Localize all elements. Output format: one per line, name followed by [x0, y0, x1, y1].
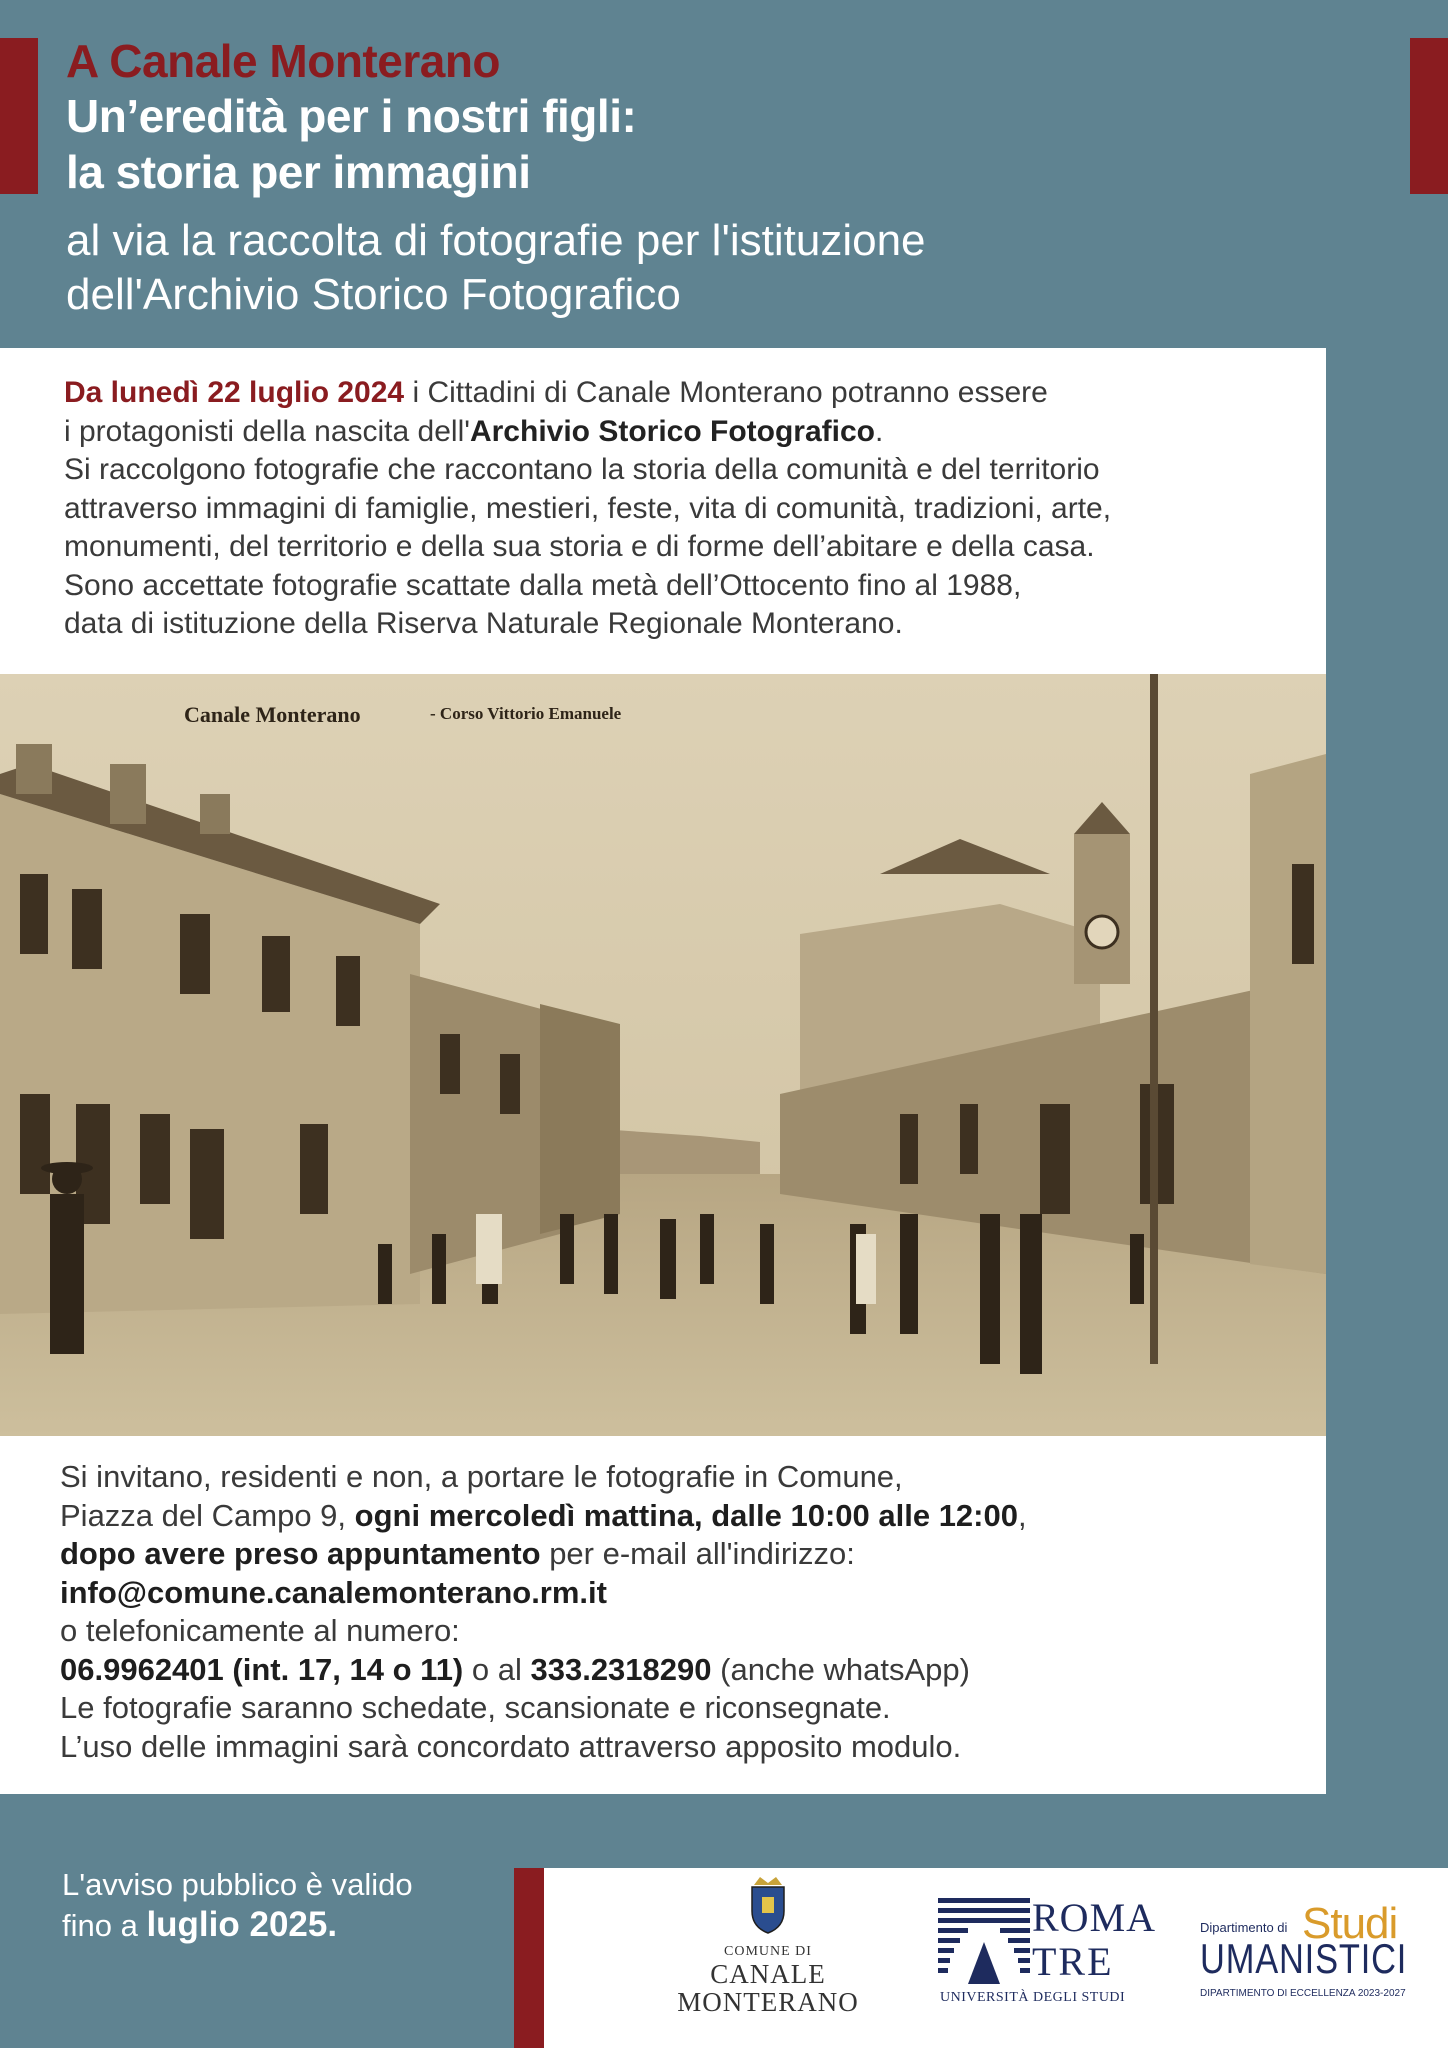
info-line-5: o telefonicamente al numero:: [60, 1613, 460, 1648]
photo-telegraph-pole: [1150, 674, 1158, 1364]
start-date: Da lunedì 22 luglio 2024: [64, 376, 405, 409]
town-heading: A Canale Monterano: [66, 35, 501, 87]
photo-window: [960, 1104, 978, 1174]
contact-email[interactable]: info@comune.canalemonterano.rm.it: [60, 1574, 607, 1610]
photo-caption-street: - Corso Vittorio Emanuele: [430, 704, 622, 723]
intro-line-4: attraverso immagini di famiglie, mestieri, feste, vita di comunità, tradizioni, arte,: [64, 491, 1112, 525]
title-line-1: Un’eredità per i nostri figli:: [66, 90, 637, 142]
photo-person: [760, 1224, 774, 1304]
photo-clock: [1086, 916, 1118, 948]
roma-tre-label-3: UNIVERSITÀ DEGLI STUDI: [940, 1990, 1126, 2005]
photo-window: [140, 1114, 170, 1204]
info-address: Piazza del Campo 9,: [60, 1497, 355, 1533]
info-line-3: [60, 1535, 1286, 1574]
photo-door: [190, 1129, 224, 1239]
photo-person-hat: [41, 1162, 93, 1174]
title-line-2: la storia per immagini: [66, 146, 531, 198]
photo-person: [560, 1214, 574, 1284]
photo-person: [660, 1219, 676, 1299]
intro-line-1-rest: i Cittadini di Canale Monterano potranno essere: [404, 376, 1048, 409]
info-line-2: [60, 1497, 1286, 1536]
photo-person: [980, 1214, 1000, 1364]
accent-bar-right: [1410, 38, 1448, 194]
photo-person: [1020, 1214, 1042, 1374]
photo-window: [300, 1124, 328, 1214]
comune-label-2: CANALE: [710, 1959, 826, 1989]
instructions-box: [0, 1436, 1326, 1794]
photo-window: [180, 914, 210, 994]
photo-door: [1040, 1104, 1070, 1214]
info-line-6: [60, 1651, 1286, 1690]
photo-window: [20, 874, 48, 954]
contact-phone-1[interactable]: 06.9962401 (int. 17, 14 o 11): [60, 1651, 464, 1687]
photo-chimney-3: [200, 794, 230, 834]
validity-notice: [62, 1865, 413, 1946]
intro-line-7: data di istituzione della Riserva Naturale Regionale Monterano.: [64, 607, 903, 640]
info-phone-mid: o al: [463, 1651, 531, 1687]
validity-line-2: [62, 1905, 413, 1946]
comune-label-1: COMUNE DI: [724, 1944, 812, 1959]
photo-person: [378, 1244, 392, 1304]
photo-person-light-dress: [476, 1214, 502, 1284]
dip-label-2: Studi: [1302, 1899, 1398, 1948]
roma-tre-arch-icon: [938, 1898, 1030, 1988]
photo-person: [900, 1214, 918, 1334]
intro-text-box: [0, 348, 1326, 674]
intro-line-5: monumenti, del territorio e della sua storia e di forme dell’abitare e della casa.: [64, 530, 1095, 563]
dip-label-3: UMANISTICI: [1200, 1935, 1408, 1982]
info-line-7: Le fotografie saranno schedate, scansionate e riconsegnate.: [60, 1690, 891, 1725]
intro-line-2-post: .: [875, 414, 884, 448]
photo-chimney-2: [110, 764, 146, 824]
subtitle: [66, 214, 1366, 322]
roma-tre-logo: [938, 1895, 1157, 2010]
dipartimento-logo: [1196, 1900, 1426, 2020]
intro-line-2-pre: i protagonisti della nascita dell': [64, 414, 470, 448]
roma-tre-label-1: ROMA: [1032, 1895, 1157, 1940]
header: [66, 34, 1366, 322]
info-phone-post: (anche whatsApp): [711, 1651, 970, 1687]
info-schedule: ogni mercoledì mattina, dalle 10:00 alle 12:00: [354, 1497, 1018, 1533]
accent-bar-left: [0, 38, 38, 194]
photo-person: [604, 1214, 618, 1294]
intro-line-1: [64, 374, 1286, 413]
photo-window: [20, 1094, 50, 1194]
photo-window: [262, 936, 290, 1012]
info-line-3-rest: per e-mail all'indirizzo:: [540, 1536, 855, 1571]
contact-phone-2[interactable]: 333.2318290: [530, 1651, 712, 1687]
photo-chimney-1: [16, 744, 52, 794]
validity-line-2-pre: fino a: [62, 1908, 147, 1943]
photo-person-light-dress: [856, 1234, 876, 1304]
intro-line-3: Si raccolgono fotografie che raccontano la storia della comunità e del territorio: [64, 453, 1100, 486]
comune-logo: [668, 1875, 868, 2045]
subtitle-line-2: dell'Archivio Storico Fotografico: [66, 270, 681, 319]
photo-window: [336, 956, 360, 1026]
photo-window: [72, 889, 102, 969]
photo-person: [700, 1214, 714, 1284]
photo-person: [1130, 1234, 1144, 1304]
historic-street-photo: [0, 674, 1326, 1436]
photo-window: [500, 1054, 520, 1114]
dip-label-1: Dipartimento di: [1200, 1920, 1288, 1935]
intro-line-2: [64, 413, 1286, 452]
archive-name: Archivio Storico Fotografico: [469, 414, 875, 448]
validity-line-1: L'avviso pubblico è valido: [62, 1867, 413, 1902]
comune-crest-icon: [748, 1875, 788, 1935]
intro-line-6: Sono accettate fotografie scattate dalla metà dell’Ottocento fino al 1988,: [64, 568, 1022, 602]
comune-label-3: MONTERANO: [677, 1987, 859, 2017]
info-appointment: dopo avere preso appuntamento: [60, 1536, 541, 1571]
photo-person: [50, 1194, 84, 1354]
photo-window: [900, 1114, 918, 1184]
photo-right-building-far: [1250, 754, 1326, 1274]
roma-tre-label-2: TRE: [1032, 1939, 1114, 1984]
photo-caption-town: Canale Monterano: [184, 702, 361, 727]
photo-bell-tower: [1074, 834, 1130, 984]
validity-end-date: luglio 2025.: [146, 1905, 338, 1944]
photo-left-building-3: [540, 1004, 620, 1234]
info-line-4: [60, 1574, 1286, 1613]
info-line-2-post: ,: [1017, 1497, 1027, 1533]
photo-person: [432, 1234, 446, 1304]
dip-label-4: DIPARTIMENTO DI ECCELLENZA 2023-2027: [1200, 1988, 1406, 1999]
logos-accent-bar: [514, 1868, 544, 2048]
photo-window: [440, 1034, 460, 1094]
info-line-1: Si invitano, residenti e non, a portare le fotografie in Comune,: [60, 1459, 903, 1494]
subtitle-line-1: al via la raccolta di fotografie per l'istituzione: [66, 216, 926, 265]
photo-window: [1292, 864, 1314, 964]
info-line-8: L’uso delle immagini sarà concordato attraverso apposito modulo.: [60, 1728, 962, 1764]
